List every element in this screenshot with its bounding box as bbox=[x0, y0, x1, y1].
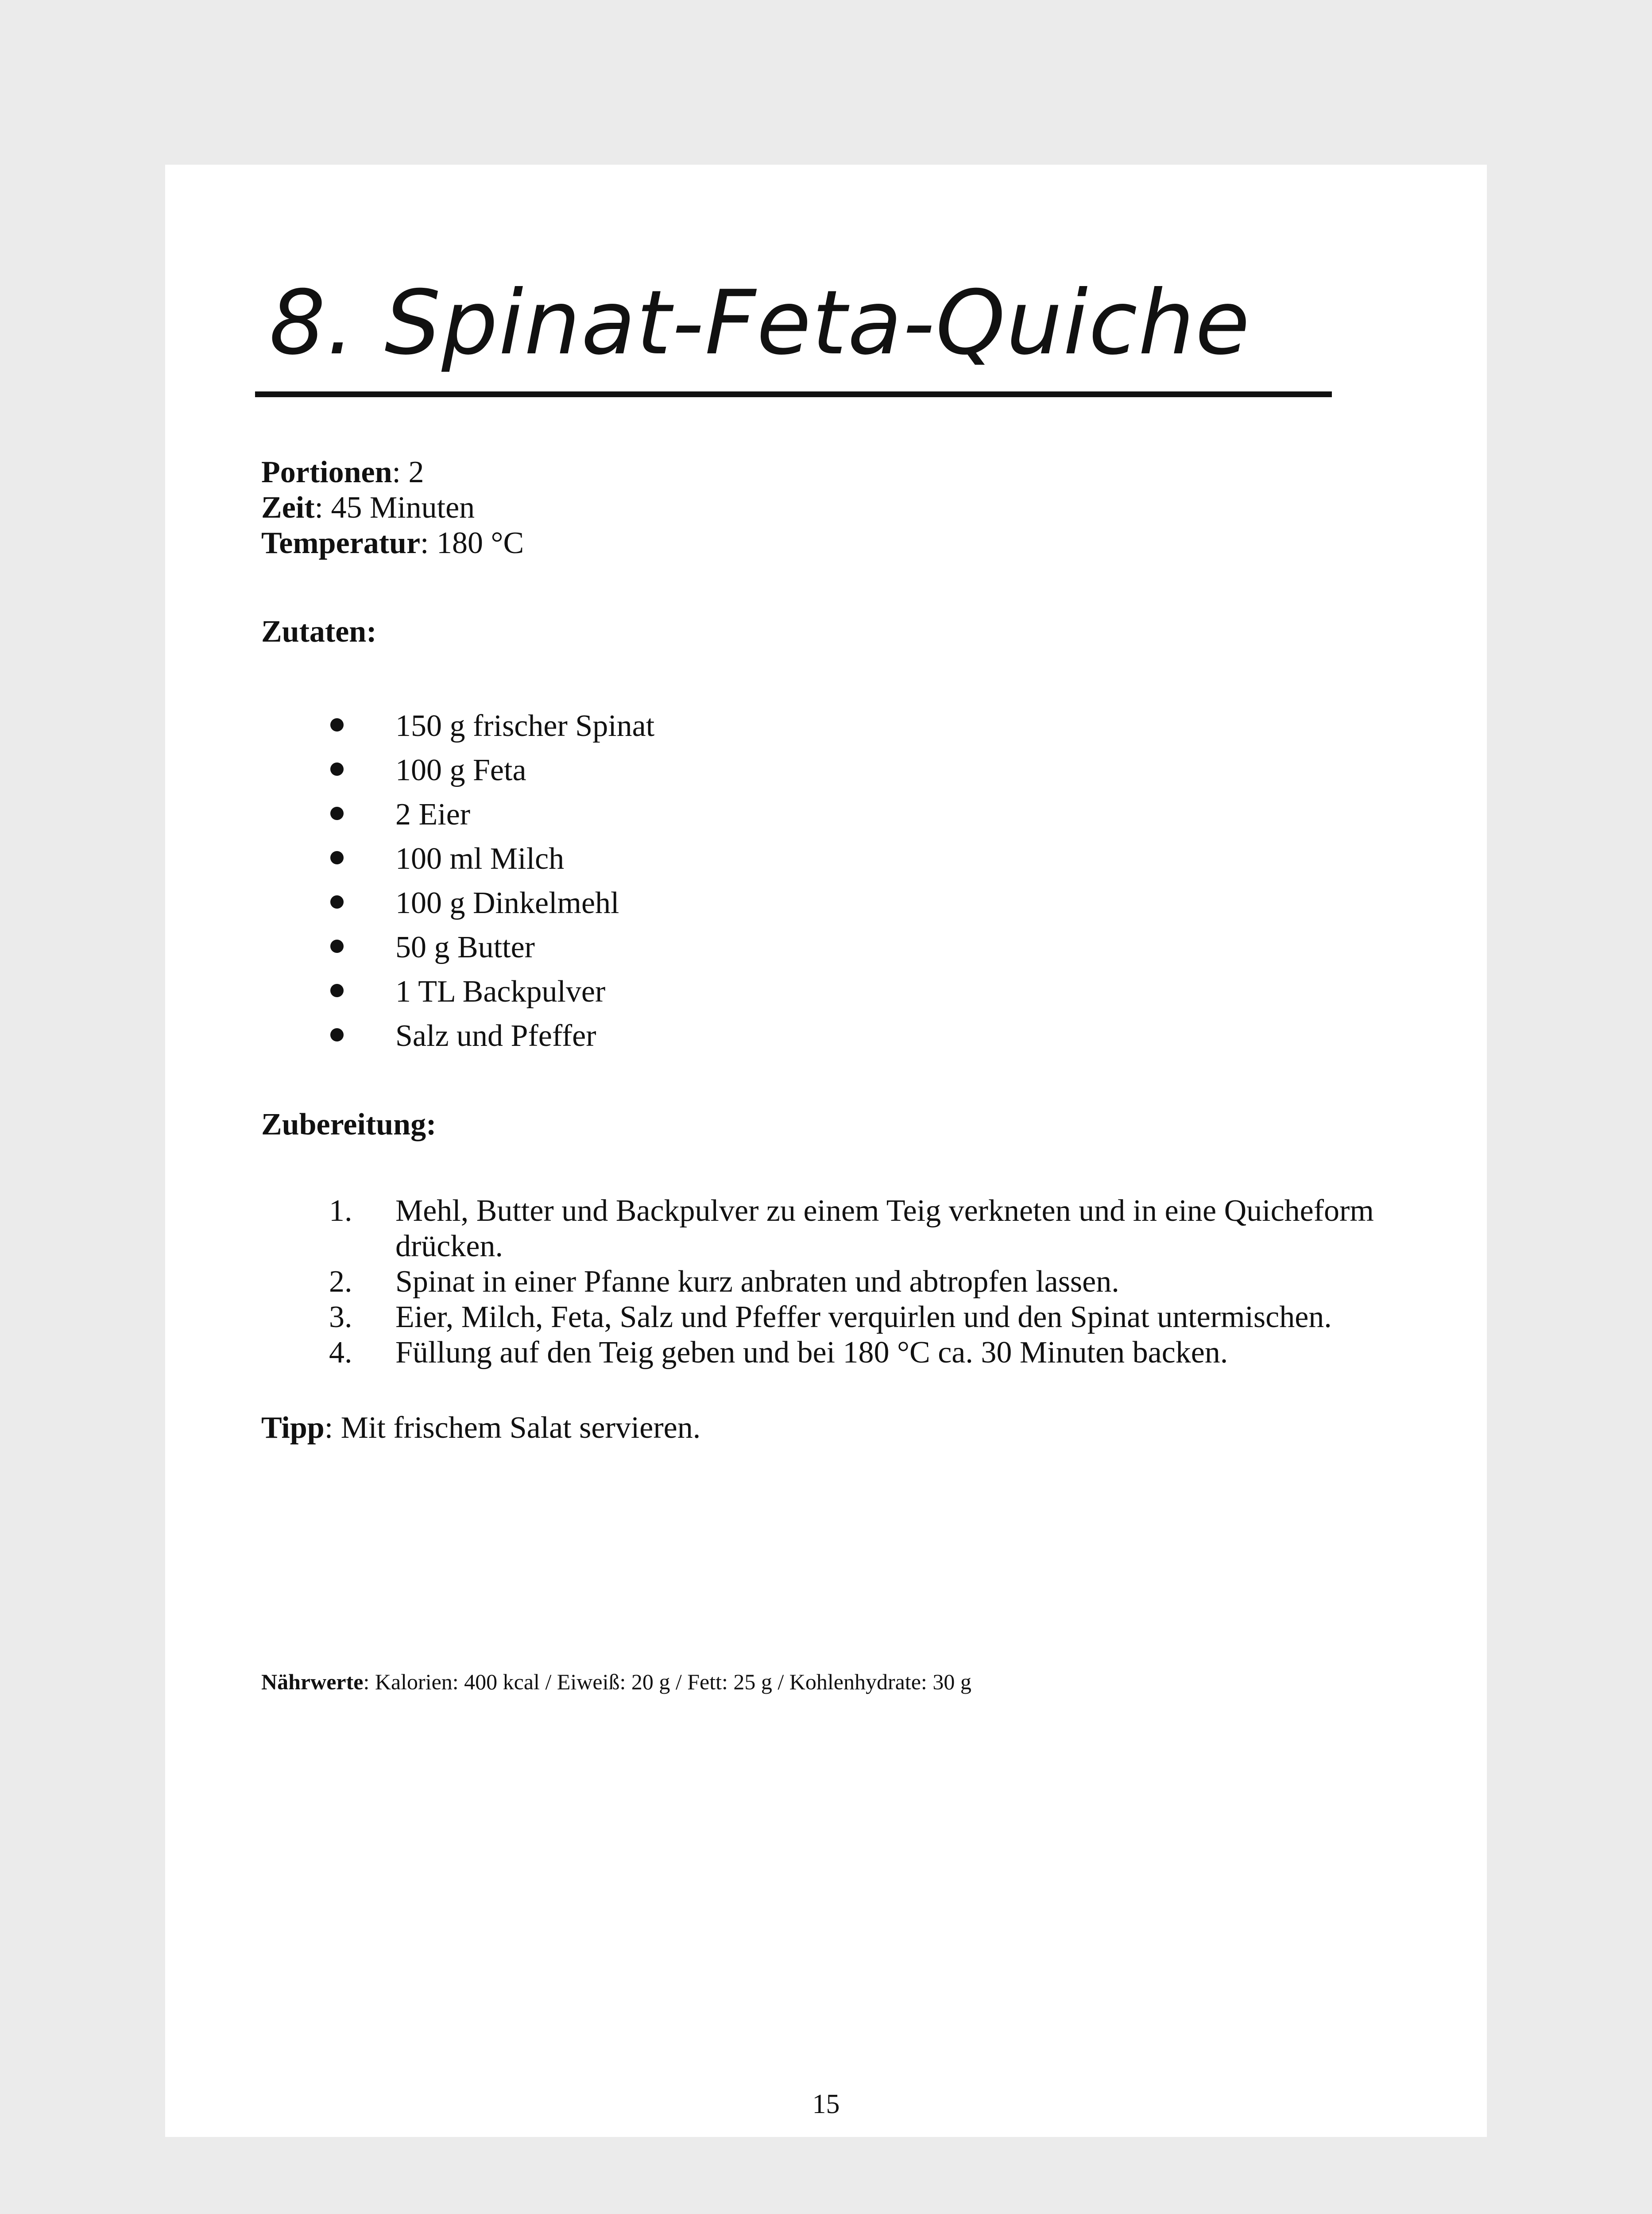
meta-temperature bbox=[261, 526, 524, 561]
ingredients-heading: Zutaten: bbox=[261, 615, 377, 649]
ingredient-text: 2 Eier bbox=[395, 797, 471, 832]
list-item bbox=[165, 797, 1487, 841]
ingredient-text: Salz und Pfeffer bbox=[395, 1019, 596, 1053]
portions-label: Portionen bbox=[261, 455, 392, 489]
step-number: 4. bbox=[329, 1335, 352, 1370]
ingredient-text: 100 g Dinkelmehl bbox=[395, 886, 619, 920]
ingredient-text: 50 g Butter bbox=[395, 930, 535, 964]
list-item bbox=[165, 1264, 1487, 1300]
ingredient-text: 1 TL Backpulver bbox=[395, 975, 606, 1009]
bullet-icon bbox=[330, 851, 344, 864]
tip-text: : Mit frischem Salat servieren. bbox=[324, 1411, 701, 1445]
list-item bbox=[165, 1300, 1487, 1335]
step-text: Eier, Milch, Feta, Salz und Pfeffer verquirlen und den Spinat untermischen. bbox=[395, 1300, 1332, 1334]
bullet-icon bbox=[330, 1028, 344, 1041]
nutrition-label: Nährwerte bbox=[261, 1669, 364, 1694]
list-item bbox=[165, 708, 1487, 753]
portions-value: : 2 bbox=[392, 455, 424, 489]
temperature-value: : 180 °C bbox=[420, 526, 524, 560]
recipe-title: 8. Spinat-Feta-Quiche bbox=[269, 271, 1251, 375]
list-item bbox=[165, 1018, 1487, 1063]
step-text: Füllung auf den Teig geben und bei 180 °C ca. 30 Minuten backen. bbox=[395, 1335, 1228, 1370]
step-number: 3. bbox=[329, 1300, 352, 1334]
list-item bbox=[165, 1193, 1487, 1264]
list-item bbox=[165, 841, 1487, 886]
page-number: 15 bbox=[812, 2089, 840, 2119]
time-label: Zeit bbox=[261, 491, 315, 525]
step-text: Mehl, Butter und Backpulver zu einem Teig verkneten und in eine Quicheform drücken. bbox=[395, 1194, 1374, 1263]
step-text: Spinat in einer Pfanne kurz anbraten und abtropfen lassen. bbox=[395, 1265, 1119, 1299]
list-item bbox=[165, 930, 1487, 974]
ingredient-text: 150 g frischer Spinat bbox=[395, 709, 655, 743]
tip-line bbox=[261, 1410, 700, 1446]
step-number: 2. bbox=[329, 1265, 352, 1299]
title-underline bbox=[255, 391, 1332, 397]
bullet-icon bbox=[330, 940, 344, 953]
ingredient-text: 100 ml Milch bbox=[395, 842, 565, 876]
list-item bbox=[165, 886, 1487, 930]
bullet-icon bbox=[330, 807, 344, 820]
tip-label: Tipp bbox=[261, 1411, 325, 1445]
ingredient-text: 100 g Feta bbox=[395, 753, 526, 787]
list-item bbox=[165, 753, 1487, 797]
nutrition-line bbox=[261, 1668, 971, 1695]
bullet-icon bbox=[330, 895, 344, 909]
bullet-icon bbox=[330, 718, 344, 732]
nutrition-text: : Kalorien: 400 kcal / Eiweiß: 20 g / Fett: 25 g / Kohlenhydrate: 30 g bbox=[363, 1669, 971, 1694]
list-item bbox=[165, 974, 1487, 1018]
bullet-icon bbox=[330, 984, 344, 997]
meta-portions bbox=[261, 455, 424, 490]
document-page bbox=[165, 165, 1487, 2137]
meta-time bbox=[261, 490, 475, 526]
temperature-label: Temperatur bbox=[261, 526, 421, 560]
bullet-icon bbox=[330, 763, 344, 776]
time-value: : 45 Minuten bbox=[314, 491, 475, 525]
step-number: 1. bbox=[329, 1194, 352, 1228]
preparation-heading: Zubereitung: bbox=[261, 1107, 437, 1142]
list-item bbox=[165, 1335, 1487, 1370]
